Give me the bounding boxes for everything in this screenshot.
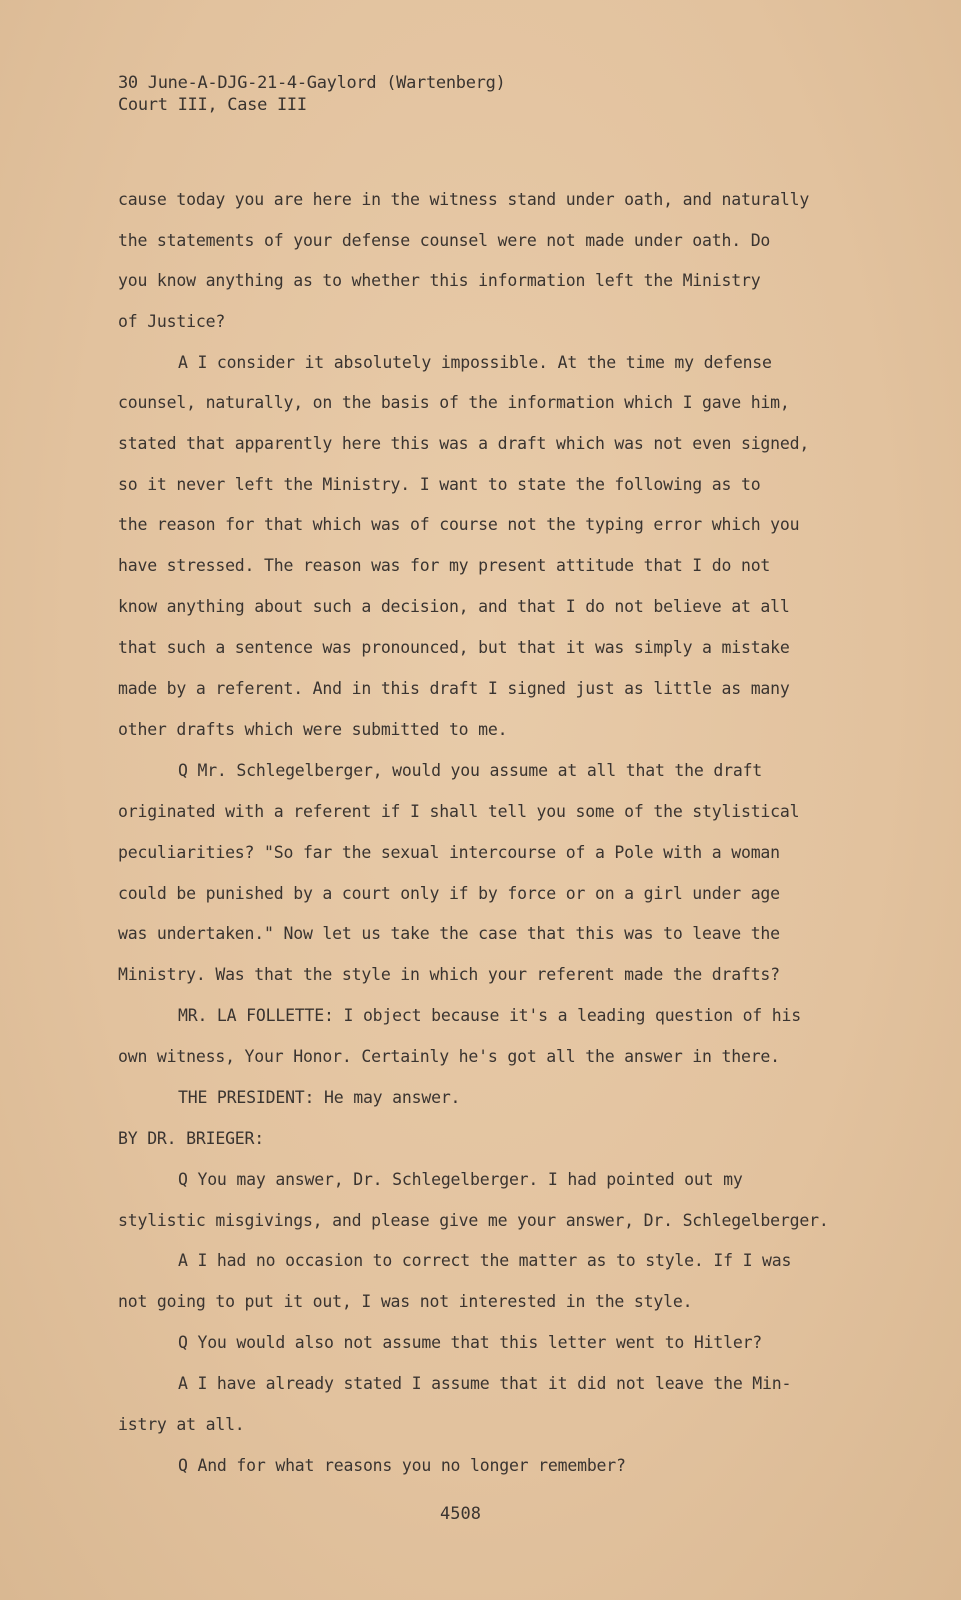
text-line: peculiarities? "So far the sexual intercourse of a Pole with a woman xyxy=(118,843,780,862)
text-line: Q You may answer, Dr. Schlegelberger. I had pointed out my xyxy=(178,1170,743,1189)
text-line: Q And for what reasons you no longer remember? xyxy=(178,1456,626,1475)
text-line: other drafts which were submitted to me. xyxy=(118,720,508,739)
text-line: could be punished by a court only if by force or on a girl under age xyxy=(118,884,780,903)
text-line: made by a referent. And in this draft I signed just as little as many xyxy=(118,679,790,698)
text-line: of Justice? xyxy=(118,312,226,331)
text-line: the statements of your defense counsel were not made under oath. Do xyxy=(118,231,771,250)
text-line: you know anything as to whether this information left the Ministry xyxy=(118,271,761,290)
text-line: so it never left the Ministry. I want to state the following as to xyxy=(118,475,761,494)
text-line: THE PRESIDENT: He may answer. xyxy=(178,1088,461,1107)
page-number: 4508 xyxy=(440,1504,481,1524)
text-line: Ministry. Was that the style in which your referent made the drafts? xyxy=(118,965,780,984)
header-line-2: Court III, Case III xyxy=(118,95,307,115)
text-line: own witness, Your Honor. Certainly he's got all the answer in there. xyxy=(118,1047,780,1066)
text-line: know anything about such a decision, and that I do not believe at all xyxy=(118,597,790,616)
text-line: Q Mr. Schlegelberger, would you assume at all that the draft xyxy=(178,761,763,780)
text-line: not going to put it out, I was not interested in the style. xyxy=(118,1292,693,1311)
text-line: A I consider it absolutely impossible. At the time my defense xyxy=(178,353,772,372)
text-line: was undertaken." Now let us take the case that this was to leave the xyxy=(118,924,780,943)
text-line: that such a sentence was pronounced, but that it was simply a mistake xyxy=(118,638,790,657)
text-line: stylistic misgivings, and please give me your answer, Dr. Schlegelberger. xyxy=(118,1211,829,1230)
document-header xyxy=(118,72,505,116)
text-line: A I have already stated I assume that it did not leave the Min- xyxy=(178,1374,792,1393)
text-line: Q You would also not assume that this letter went to Hitler? xyxy=(178,1333,763,1352)
text-line: MR. LA FOLLETTE: I object because it's a leading question of his xyxy=(178,1006,801,1025)
text-line: A I had no occasion to correct the matter as to style. If I was xyxy=(178,1251,792,1270)
header-line-1: 30 June-A-DJG-21-4-Gaylord (Wartenberg) xyxy=(118,73,506,93)
text-line: cause today you are here in the witness stand under oath, and naturally xyxy=(118,190,810,209)
text-line: istry at all. xyxy=(118,1415,245,1434)
text-line: BY DR. BRIEGER: xyxy=(118,1129,265,1148)
text-line: counsel, naturally, on the basis of the information which I gave him, xyxy=(118,393,790,412)
text-line: have stressed. The reason was for my present attitude that I do not xyxy=(118,556,771,575)
text-line: originated with a referent if I shall tell you some of the stylistical xyxy=(118,802,800,821)
text-line: stated that apparently here this was a draft which was not even signed, xyxy=(118,434,810,453)
text-line: the reason for that which was of course not the typing error which you xyxy=(118,515,800,534)
